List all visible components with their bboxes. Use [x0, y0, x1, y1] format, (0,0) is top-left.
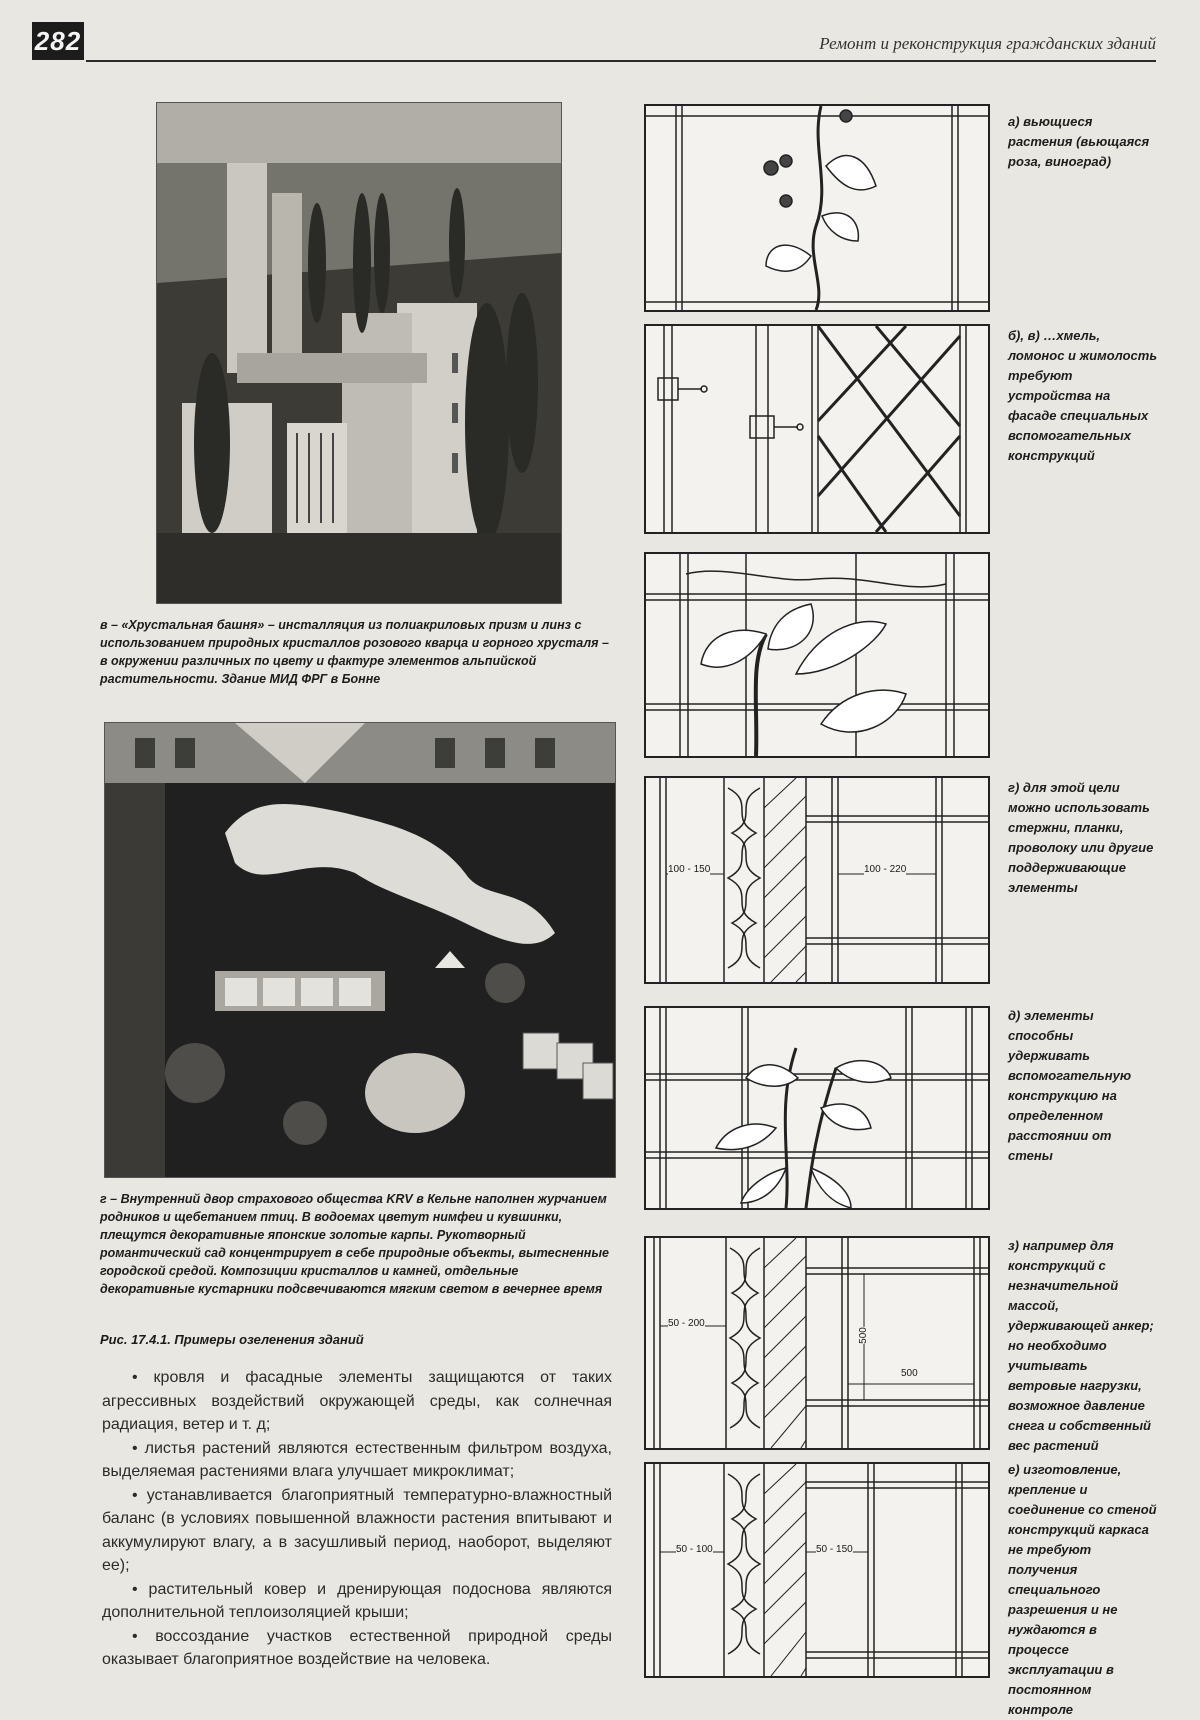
body-paragraph: • устанавливается благоприятный температурно-влажностный баланс (в условиях повышенной влажности растения впитывают и аккумулируют влагу, а в засушливый период, наоборот, выделяют ее);	[102, 1486, 612, 1574]
side-caption-d: д) элементы способны удерживать вспомогательную конструкцию на определенном расстоянии от стены	[1008, 1008, 1132, 1163]
side-caption-z: з) например для конструкций с незначительной массой, удерживающей анкер; но необходимо учитывать ветровые нагрузки, возможное давление снега и собственный вес растений	[1008, 1238, 1154, 1453]
dimension-label: 50 - 200	[668, 1318, 705, 1329]
diagram-a-climbing-plant	[644, 104, 990, 312]
side-caption-e: е) изготовление, крепление и соединение со стеной конструкций каркаса не требуют получения специального разрешения и не нуждаются в процессе эксплуатации в постоянном контроле	[1008, 1462, 1157, 1717]
body-paragraph: • кровля и фасадные элементы защищаются от таких агрессивных воздействий окружающей среды, как солнечная радиация, ветер и т. д;	[102, 1369, 612, 1433]
side-caption-a: а) вьющиеся растения (вьющаяся роза, виноград)	[1008, 114, 1150, 169]
diagram-e-plant-grid	[644, 1006, 990, 1210]
diagram-g-frame-section	[644, 1462, 990, 1678]
body-paragraph: • листья растений являются естественным фильтром воздуха, выделяемая растениями влага улучшает микроклимат;	[102, 1439, 612, 1480]
dimension-label: 50 - 150	[816, 1544, 853, 1555]
page-number: 282	[32, 22, 84, 60]
dimension-label: 100 - 220	[864, 864, 907, 875]
body-paragraph: • растительный ковер и дренирующая подоснова являются дополнительной теплоизоляцией крыши;	[102, 1580, 612, 1621]
side-caption-b: б), в) …хмель, ломонос и жимолость требуют устройства на фасаде специальных вспомогательных конструкций	[1008, 328, 1158, 463]
caption-crystal-tower: в – «Хрустальная башня» – инсталляция из полиакриловых призм и линз с использованием природных кристаллов розового кварца и горного хрусталя – в окружении различных по цвету и фактуре элементов альпийской растительности. Здание МИД ФРГ в Бонне	[100, 618, 609, 686]
photo-courtyard	[104, 722, 616, 1178]
running-title: Ремонт и реконструкция гражданских зданий	[819, 34, 1156, 53]
dimension-label: 500	[901, 1368, 918, 1379]
dimension-label: 500	[857, 1327, 869, 1344]
diagram-f-anchor-section	[644, 1236, 990, 1450]
diagram-b-support-structures	[644, 324, 990, 534]
diagram-c-vine-grid	[644, 552, 990, 758]
side-caption-g: г) для этой цели можно использовать стержни, планки, проволоку или другие поддерживающие элементы	[1008, 780, 1154, 895]
dimension-label: 100 - 150	[668, 864, 711, 875]
caption-courtyard: г – Внутренний двор страхового общества KRV в Кельне наполнен журчанием родников и щебетанием птиц. В водоемах цветут нимфеи и кувшинки, плещутся декоративные японские золотые карпы. Рукотворный романтический сад концентрирует в себе природные объекты, вытесненные городской средой. Композиции кристаллов и камней, отдельные декоративные кустарники подсвечиваются мягким светом в вечернее время	[100, 1192, 609, 1296]
diagram-d-wall-section	[644, 776, 990, 984]
body-paragraph: • воссоздание участков естественной природной среды оказывает благоприятное воздействие на человека.	[102, 1627, 612, 1668]
photo-crystal-tower	[156, 102, 562, 604]
header-rule	[86, 60, 1156, 62]
figure-title: Рис. 17.4.1. Примеры озеленения зданий	[100, 1332, 364, 1347]
body-text	[102, 1366, 612, 1672]
dimension-label: 50 - 100	[676, 1544, 713, 1555]
